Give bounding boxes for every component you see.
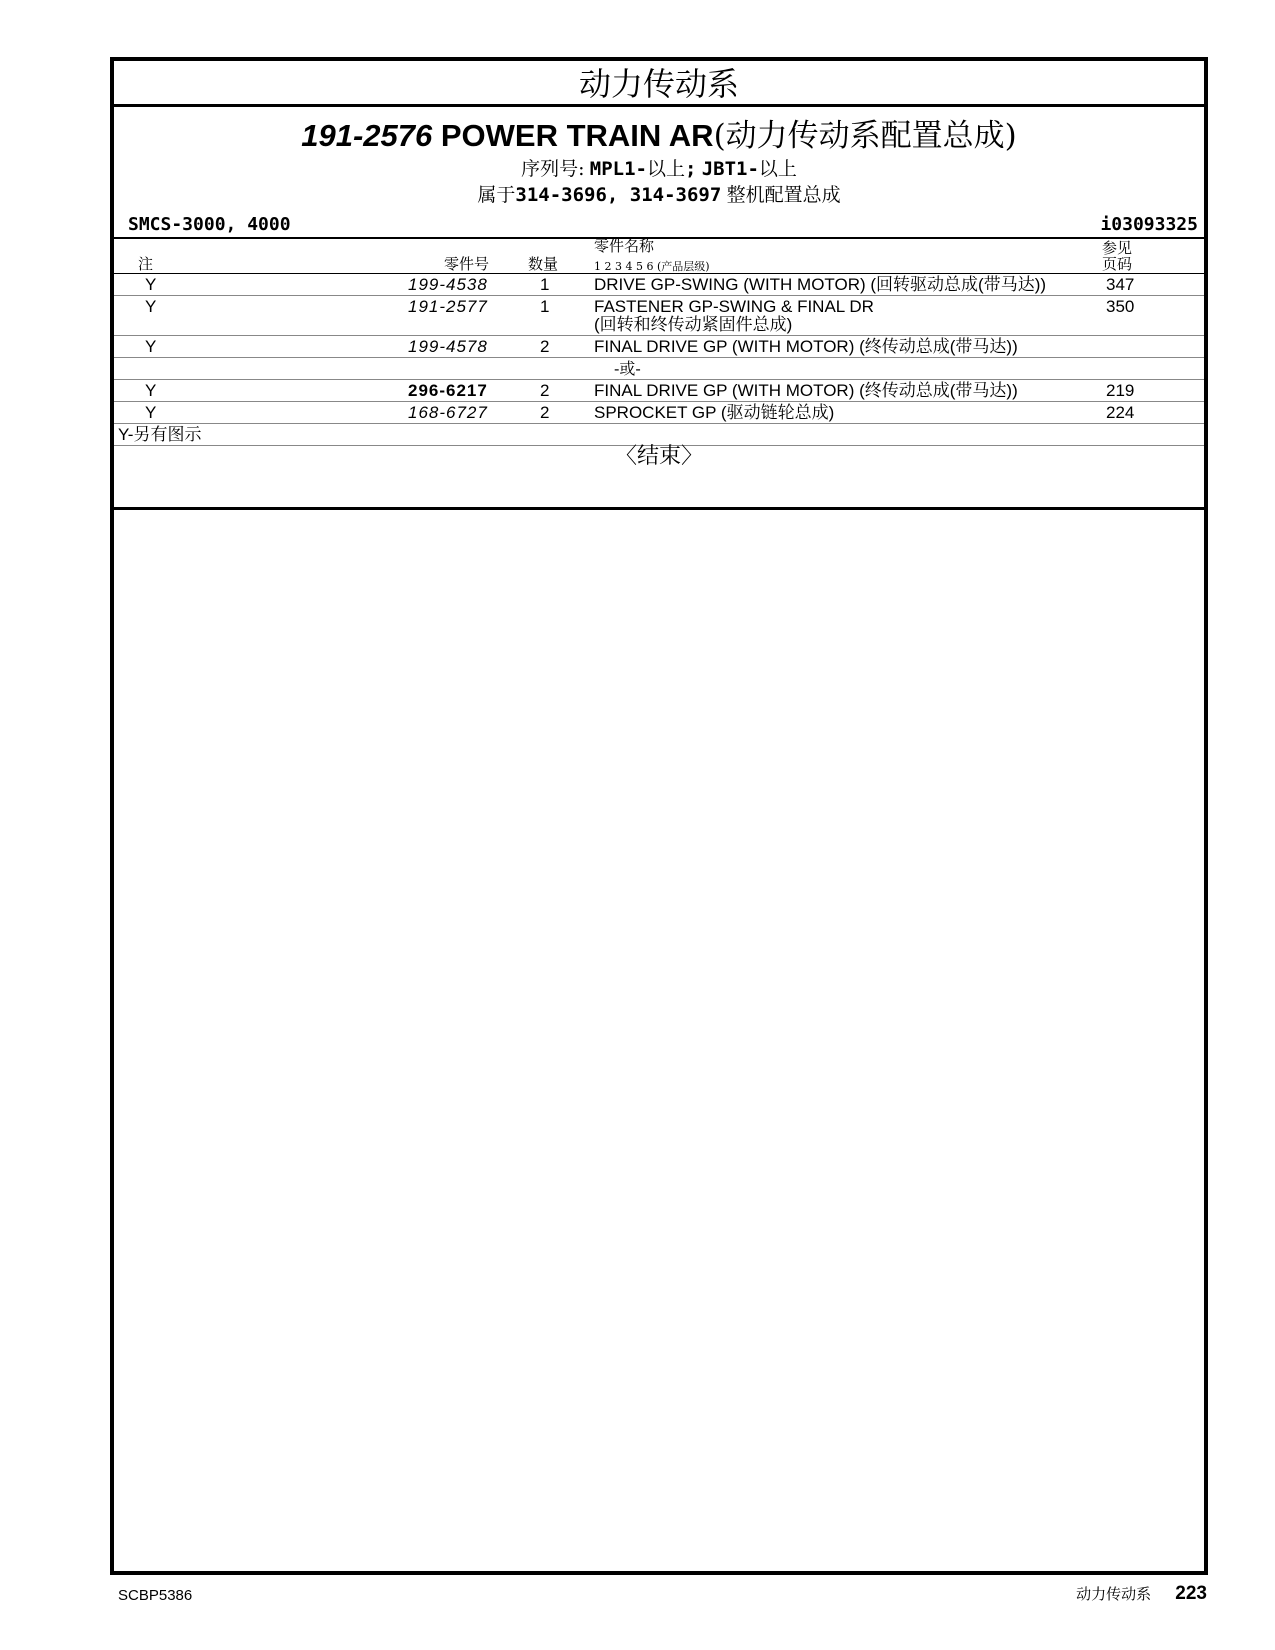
smcs-code: SMCS-3000, 4000 bbox=[128, 214, 291, 235]
header-part-no: 零件号 bbox=[444, 255, 490, 273]
row-divider bbox=[114, 379, 1204, 380]
row-2-qty: 1 bbox=[540, 297, 550, 316]
assembly-title bbox=[114, 117, 1204, 155]
illustration-id: i03093325 bbox=[1100, 214, 1198, 235]
or-separator: -或- bbox=[614, 359, 641, 378]
row-5-description: SPROCKET GP (驱动链轮总成) bbox=[594, 403, 835, 422]
header-ref-line1: 参见 bbox=[1102, 239, 1133, 257]
row-1-qty: 1 bbox=[540, 275, 550, 294]
row-divider bbox=[114, 335, 1204, 336]
table-top-rule bbox=[114, 237, 1204, 239]
row-divider bbox=[114, 401, 1204, 402]
header-name: 零件名称 bbox=[594, 237, 655, 255]
row-4-description: FINAL DRIVE GP (WITH MOTOR) (终传动总成(带马达)) bbox=[594, 381, 1018, 400]
belongs-suffix: 整机配置总成 bbox=[726, 184, 841, 206]
section-title: 动力传动系 bbox=[114, 61, 1204, 107]
document-id: SCBP5386 bbox=[118, 1587, 193, 1604]
serial-prefix-1: MPL1- bbox=[589, 158, 647, 180]
row-4-note: Y bbox=[145, 381, 157, 400]
row-5-part-number[interactable]: 168-6727 bbox=[408, 403, 488, 422]
row-3-note: Y bbox=[145, 337, 157, 356]
end-mark: 〈结束〉 bbox=[614, 444, 703, 469]
assembly-name: POWER TRAIN AR bbox=[440, 118, 714, 153]
header-rule bbox=[114, 273, 1204, 274]
row-2-description-cn: (回转和终传动紧固件总成) bbox=[594, 315, 793, 334]
header-ref-line2: 页码 bbox=[1102, 255, 1133, 273]
row-2-description: FASTENER GP-SWING & FINAL DR bbox=[594, 297, 874, 316]
serial-separator: ; bbox=[684, 158, 697, 180]
belongs-label: 属于 bbox=[477, 184, 516, 206]
page-frame bbox=[110, 57, 1208, 1575]
row-4-part-number[interactable]: 296-6217 bbox=[408, 381, 488, 400]
row-divider bbox=[114, 357, 1204, 358]
serial-prefix-2: JBT1- bbox=[701, 158, 759, 180]
serial-label: 序列号: bbox=[521, 158, 585, 180]
row-5-note: Y bbox=[145, 403, 157, 422]
footer-section: 动力传动系 bbox=[1076, 1585, 1152, 1603]
row-3-part-number[interactable]: 199-4578 bbox=[408, 337, 488, 356]
belongs-numbers[interactable]: 314-3696, 314-3697 bbox=[515, 184, 722, 206]
row-3-qty: 2 bbox=[540, 337, 550, 356]
header-levels: 1 2 3 4 5 6 (产品层级) bbox=[594, 260, 710, 273]
page-number: 223 bbox=[1175, 1583, 1207, 1604]
row-2-note: Y bbox=[145, 297, 157, 316]
row-divider bbox=[114, 423, 1204, 424]
row-divider bbox=[114, 295, 1204, 296]
row-4-qty: 2 bbox=[540, 381, 550, 400]
row-4-ref-page[interactable]: 219 bbox=[1106, 381, 1135, 400]
serial-number-line bbox=[114, 157, 1204, 182]
footer-right bbox=[1076, 1583, 1207, 1605]
row-1-note: Y bbox=[145, 275, 157, 294]
serial-range-1: 以上 bbox=[646, 158, 685, 180]
row-2-ref-page[interactable]: 350 bbox=[1106, 297, 1135, 316]
row-3-description: FINAL DRIVE GP (WITH MOTOR) (终传动总成(带马达)) bbox=[594, 337, 1018, 356]
content-end-rule bbox=[114, 507, 1204, 510]
row-2-part-number[interactable]: 191-2577 bbox=[408, 297, 488, 316]
assembly-name-cn: (动力传动系配置总成) bbox=[713, 118, 1017, 154]
assembly-part-number[interactable]: 191-2576 bbox=[301, 118, 433, 153]
row-1-part-number[interactable]: 199-4538 bbox=[408, 275, 488, 294]
header-note: 注 bbox=[138, 255, 154, 273]
belongs-line bbox=[114, 183, 1204, 208]
serial-range-2: 以上 bbox=[758, 158, 797, 180]
row-1-description: DRIVE GP-SWING (WITH MOTOR) (回转驱动总成(带马达)) bbox=[594, 275, 1047, 294]
legend-note: Y-另有图示 bbox=[118, 425, 202, 444]
row-5-ref-page[interactable]: 224 bbox=[1106, 403, 1135, 422]
row-1-ref-page[interactable]: 347 bbox=[1106, 275, 1135, 294]
row-5-qty: 2 bbox=[540, 403, 550, 422]
header-qty: 数量 bbox=[528, 255, 559, 273]
